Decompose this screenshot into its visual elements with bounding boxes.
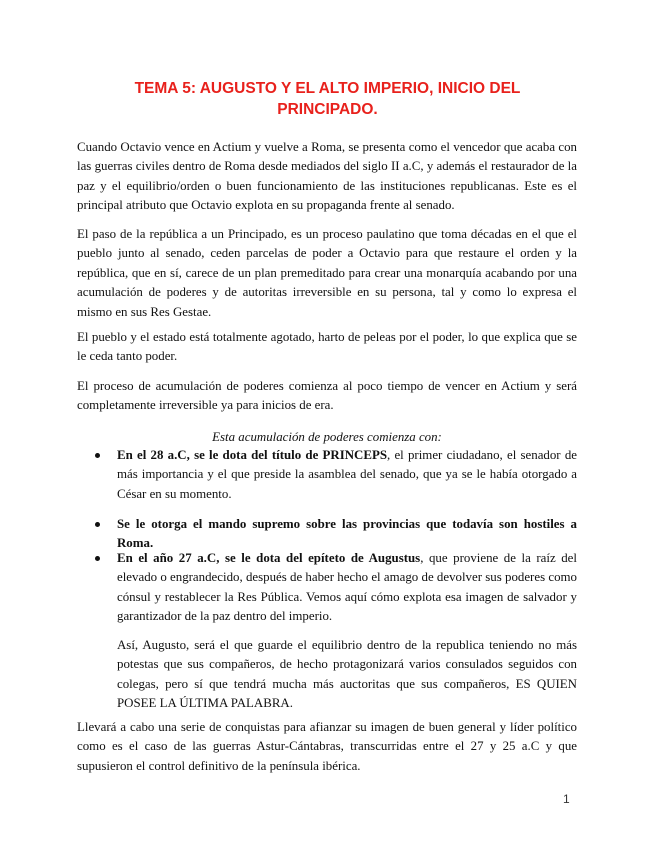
bullet-icon <box>95 453 100 458</box>
list-item-text: , que proviene de la raíz del elevado o engrandecido, después de haber hecho el amago de devolver sus poderes como cónsul y restablecer la Res Pública. Vemos aquí cómo explota esa imagen de salvador y garantizador de la paz dentro del imperio. <box>117 551 577 624</box>
page-title: TEMA 5: AUGUSTO Y EL ALTO IMPERIO, INICIO DEL PRINCIPADO. <box>134 80 521 118</box>
paragraph-4: El proceso de acumulación de poderes comienza al poco tiempo de vencer en Actium y será completamente irreversible ya para inicios de era. <box>77 379 577 413</box>
paragraph-1: Cuando Octavio vence en Actium y vuelve a Roma, se presenta como el vencedor que acaba con las guerras civiles dentro de Roma desde mediados del siglo II a.C, y además el restaurador de la paz y el equilibrio/orden o buen funcionamiento de las instituciones republicanas. Este es el principal atributo que Octavio explota en su propaganda frente al senado. <box>77 140 577 213</box>
indented-paragraph: Así, Augusto, será el que guarde el equilibrio dentro de la republica teniendo no más potestas que sus compañeros, de hecho protagonizará varios consulados seguidos con colegas, pero sí que tendrá mucha más auctoritas que sus compañeros, ES QUIEN POSEE LA ÚLTIMA PALABRA. <box>117 638 577 711</box>
list-item <box>117 549 577 627</box>
list-item-bold: En el 28 a.C, se le dota del título de PRINCEPS <box>117 448 387 462</box>
bullet-icon <box>95 522 100 527</box>
paragraph-3: El pueblo y el estado está totalmente agotado, harto de peleas por el poder, lo que explica que se le ceda tanto poder. <box>77 330 577 364</box>
list-item-bold: En el año 27 a.C, se le dota del epíteto de Augustus <box>117 551 421 565</box>
page-number: 1 <box>563 792 570 806</box>
list-item <box>117 515 577 554</box>
list-item-text: , el primer ciudadano, el senador de más importancia y el que preside la asamblea del senado, que ya se le había otorgado a César en su momento. <box>117 448 577 501</box>
list-item <box>117 446 577 504</box>
list-item-bold: Se le otorga el mando supremo sobre las provincias que todavía son hostiles a Roma. <box>117 517 577 551</box>
bullet-icon <box>95 556 100 561</box>
closing-paragraph: Llevará a cabo una serie de conquistas para afianzar su imagen de buen general y líder político como es el caso de las guerras Astur-Cántabras, transcurridas entre el 27 y 25 a.C y que supusieron el control definitivo de la península ibérica. <box>77 720 577 773</box>
paragraph-2: El paso de la república a un Principado, es un proceso paulatino que toma décadas en el que el pueblo junto al senado, ceden parcelas de poder a Octavio para que restaure el orden y la república, que en sí, carece de un plan premeditado para crear una monarquía acabando por una acumulación de poderes y de autoritas irreversible en su persona, tal y como lo expresa el mismo en sus Res Gestae. <box>77 227 577 319</box>
list-intro: Esta acumulación de poderes comienza con: <box>212 430 442 444</box>
